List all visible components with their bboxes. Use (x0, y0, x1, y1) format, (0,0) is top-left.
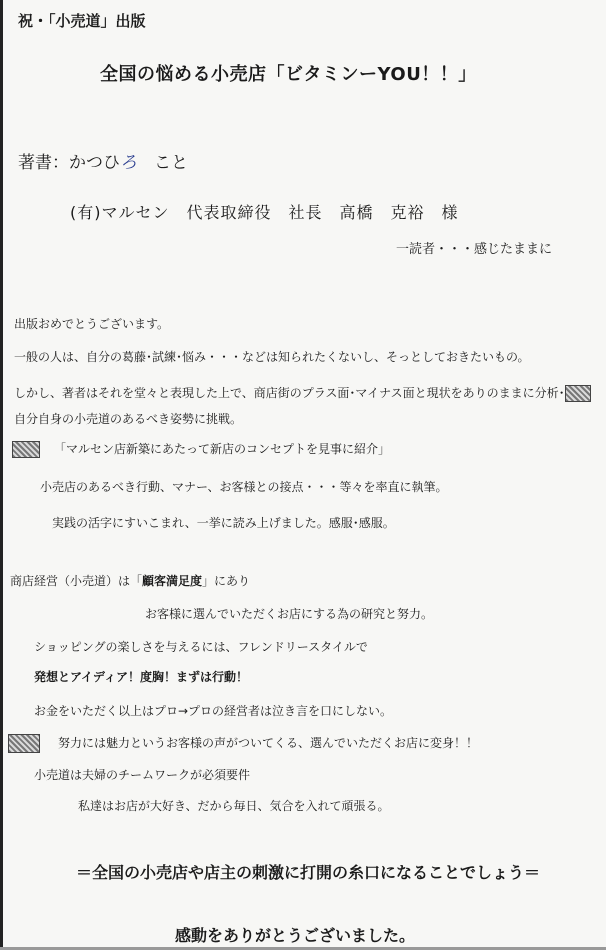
celebration-heading: 祝・「小売道」出版 (18, 12, 146, 30)
paragraph-6: 小売店のあるべき行動、マナー、お客様との接点・・・等々を率直に執筆。 (40, 480, 448, 494)
closing-thanks: 感動をありがとうございました。 (175, 926, 416, 945)
redacted-stamp (565, 385, 591, 402)
section2-line-3: ショッピングの楽しさを与えるには、フレンドリースタイルで (34, 640, 368, 654)
redacted-stamp (12, 441, 40, 458)
customer-satisfaction: 顧客満足度 (142, 574, 203, 588)
section2-line-1-post: 」にあり (202, 574, 251, 588)
paragraph-3-text: しかし、著者はそれを堂々と表現した上で、商店街のプラス面･マイナス面と現状をありのままに分析･ (14, 386, 565, 400)
paragraph-5-text: 「マルセン店新築にあたって新店のコンセプトを見事に紹介」 (54, 442, 391, 456)
section2-line-1-pre: 商店経営（小売道）は「 (10, 574, 143, 588)
section2-line-2: お客様に選んでいただくお店にする為の研究と努力。 (145, 607, 434, 621)
section2-line-5: お金をいただく以上はプロ→プロの経営者は泣き言を口にしない。 (34, 704, 393, 718)
section2-line-8: 私達はお店が大好き、だから毎日、気合を入れて頑張る。 (78, 799, 390, 813)
section2-line-6 (8, 734, 478, 753)
author-line (18, 148, 188, 173)
main-title: 全国の悩める小売店「ビタミンーYOU！！」 (100, 64, 477, 85)
scan-edge-left (0, 0, 3, 950)
paragraph-1: 出版おめでとうございます。 (14, 317, 170, 331)
reader-line: 一読者・・・感じたままに (396, 242, 553, 257)
paragraph-4: 自分自身の小売道のあるべき姿勢に挑戦。 (14, 412, 243, 426)
recipient-line: (有)マルセン 代表取締役 社長 高橋 克裕 様 (70, 203, 459, 222)
section2-line-1 (10, 572, 250, 589)
paragraph-3 (14, 384, 591, 402)
section2-line-6-text: 努力には魅力というお客様の声がついてくる、選んでいただくお店に変身！！ (58, 736, 479, 750)
closing-slogan: ＝全国の小売店や店主の刺激に打開の糸口になることでしょう＝ (76, 863, 541, 882)
section2-line-4: 発想とアイディア！度胸！まずは行動！ (34, 670, 248, 684)
author-prefix: 著書：かつひ (18, 153, 120, 173)
author-handwritten-char: ろ (120, 153, 137, 173)
section2-line-7: 小売道は夫婦のチームワークが必須要件 (34, 768, 251, 782)
paragraph-2: 一般の人は、自分の葛藤･試練･悩み・・・などは知られたくないし、そっとしておきたいもの。 (14, 350, 530, 364)
paragraph-7: 実践の活字にすいこまれ、一挙に読み上げました。感服･感服。 (52, 516, 395, 530)
paragraph-5 (12, 440, 390, 458)
author-suffix: こと (154, 153, 188, 173)
redacted-stamp (8, 734, 40, 753)
